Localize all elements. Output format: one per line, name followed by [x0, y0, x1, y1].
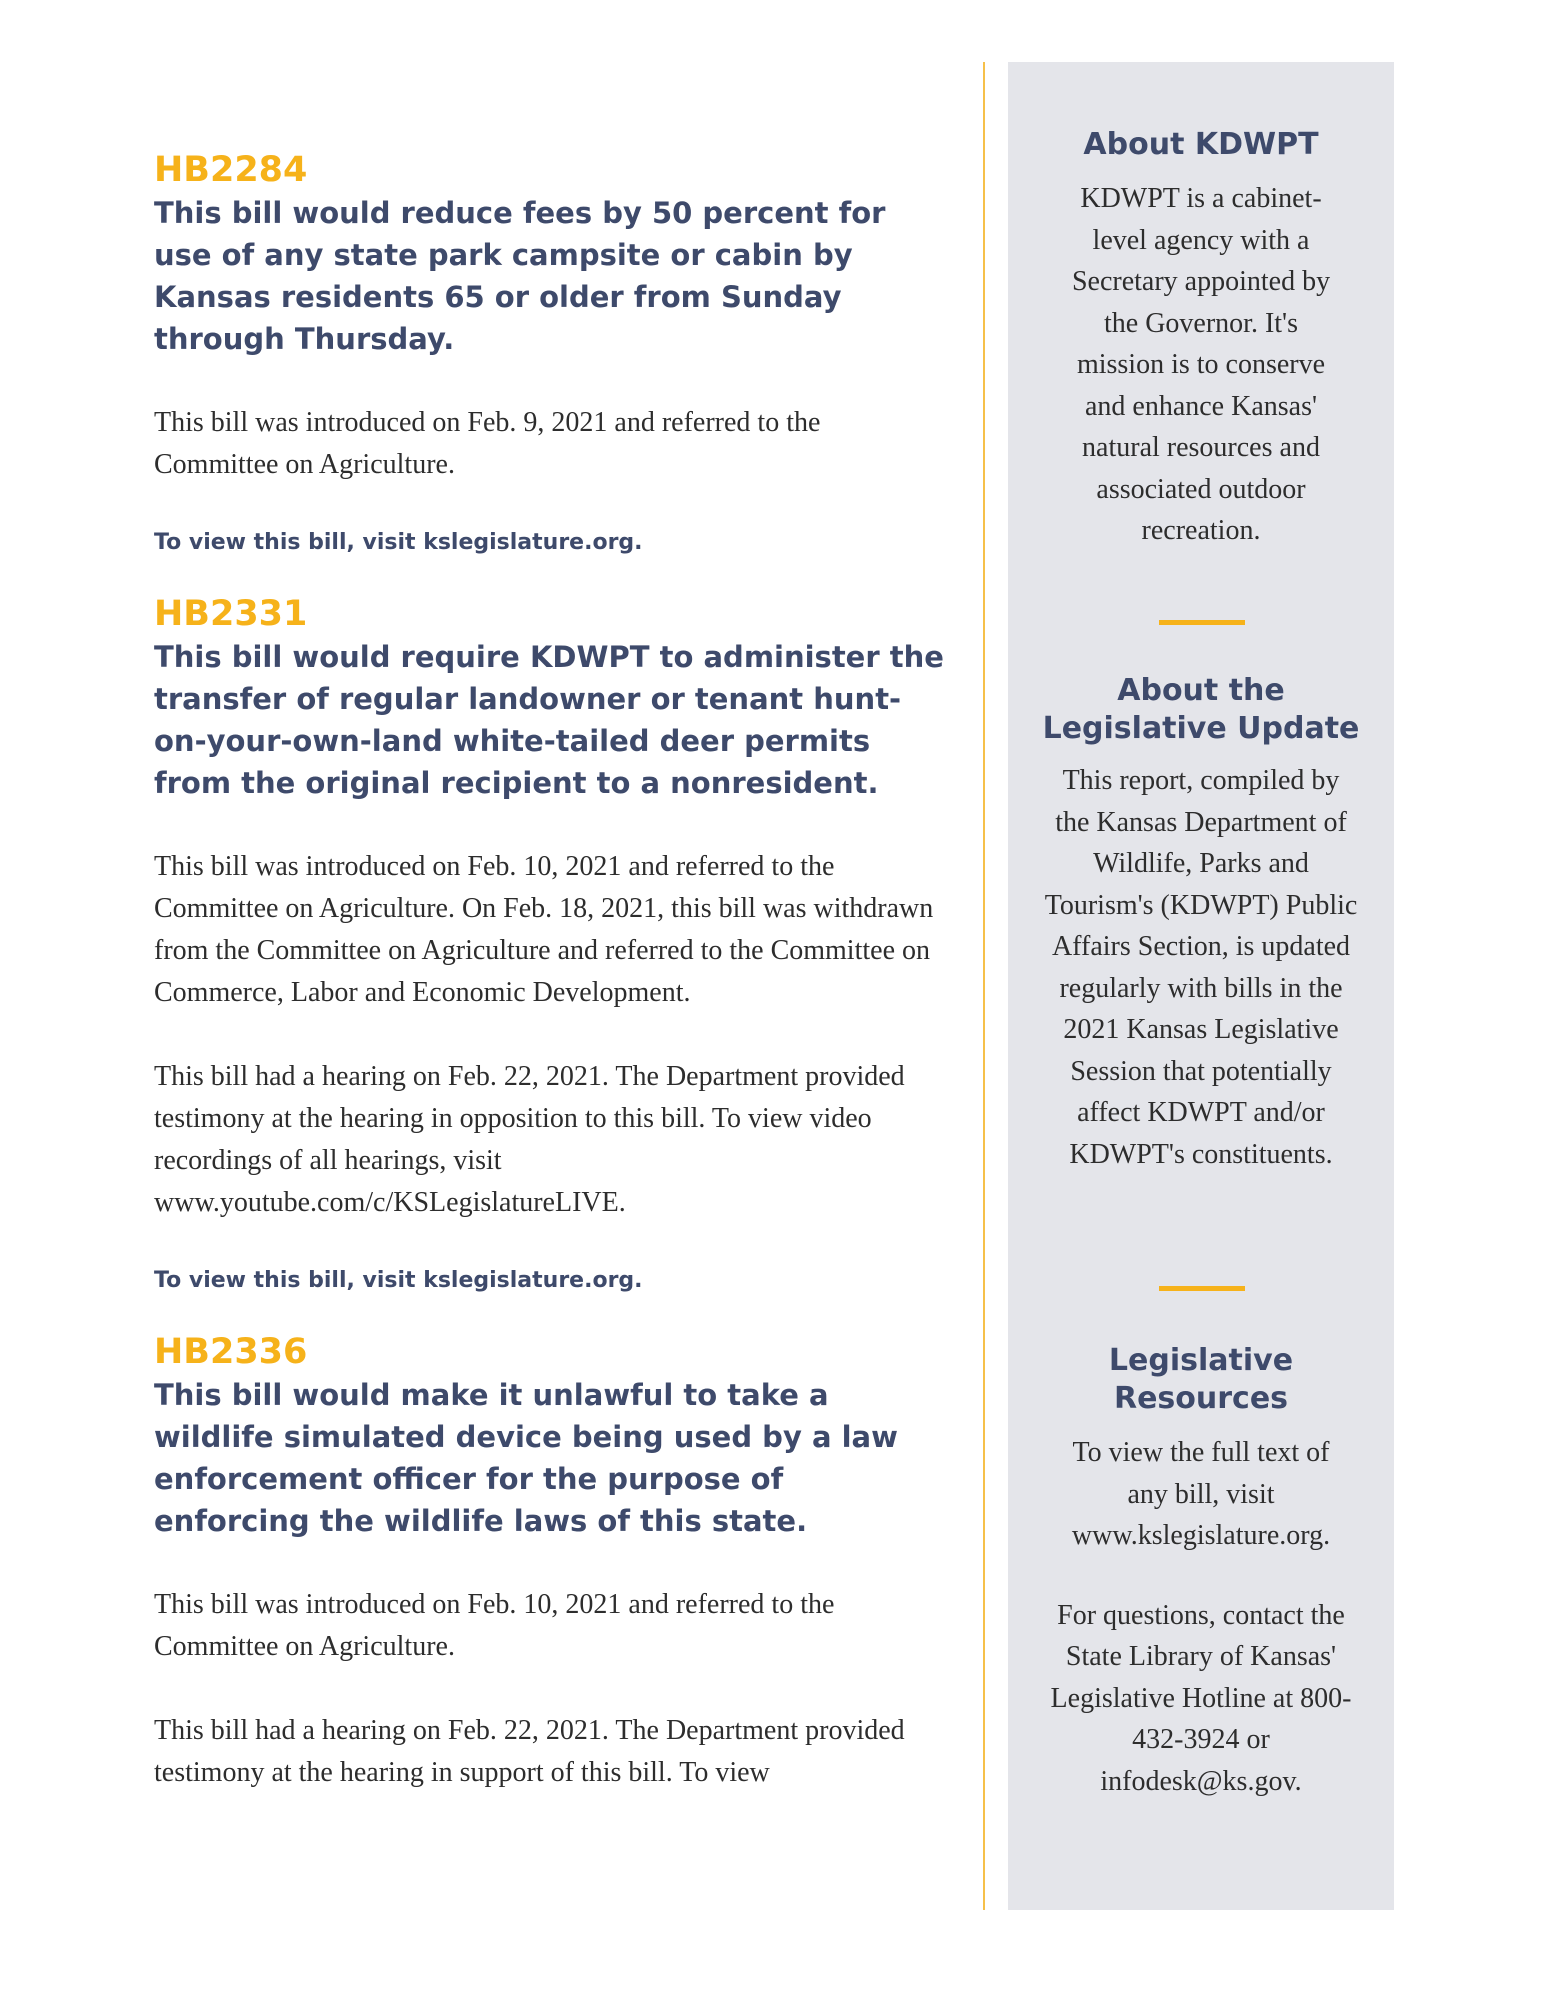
- resources-title-line2: Resources: [1113, 1381, 1289, 1416]
- bill-id: HB2336: [154, 1332, 308, 1372]
- section-divider: [1159, 620, 1245, 625]
- about-update-title-line1: About the: [1117, 673, 1285, 708]
- bill-summary: This bill would make it unlawful to take a wildlife simulated device being used by a law enforcement officer for the purpose of enforcing the wildlife laws of this state.: [154, 1378, 898, 1538]
- main-column: [154, 148, 954, 1836]
- bill-hearing-paragraph: This bill had a hearing on Feb. 22, 2021. The Department provided testimony at the hearing in opposition to this bill. To view video recordings of all hearings, visit www.youtube.com/c/KSLegislatureLIVE.: [154, 1061, 905, 1218]
- bill-status-paragraph: This bill was introduced on Feb. 9, 2021 and referred to the Committee on Agriculture.: [154, 407, 821, 480]
- bill-status-paragraph: This bill was introduced on Feb. 10, 2021 and referred to the Committee on Agriculture. On Feb. 18, 2021, this bill was withdrawn from the Committee on Agriculture and referred to the Committee on Commerce, Labor and Economic Development.: [154, 851, 934, 1008]
- bill-link-text: To view this bill, visit kslegislature.org.: [154, 530, 643, 555]
- about-update-text: This report, compiled by the Kansas Department of Wildlife, Parks and Tourism's (KDWPT) Public Affairs Section, is updated regularly with bills in the 2021 Kansas Legislative Session that potentially affect KDWPT and/or KDWPT's constituents.: [1044, 765, 1358, 1170]
- about-update-section: [1008, 672, 1394, 1175]
- about-kdwpt-text: KDWPT is a cabinet-level agency with a Secretary appointed by the Governor. It's mission is to conserve and enhance Kansas' natural resources and associated outdoor recreation.: [1071, 183, 1331, 546]
- resources-text-view: To view the full text of any bill, visit www.kslegislature.org.: [1071, 1437, 1331, 1551]
- bill-entry: [154, 148, 954, 558]
- bill-id: HB2284: [154, 150, 308, 190]
- resources-title-line1: Legislative: [1108, 1343, 1294, 1378]
- resources-section: [1008, 1342, 1394, 1802]
- column-divider: [983, 62, 985, 1910]
- bill-hearing-paragraph: This bill had a hearing on Feb. 22, 2021. The Department provided testimony at the hearing in support of this bill. To view: [154, 1715, 905, 1788]
- bill-entry: [154, 592, 954, 1296]
- bill-id: HB2331: [154, 594, 308, 634]
- bill-entry: [154, 1330, 954, 1794]
- bill-summary: This bill would require KDWPT to administer the transfer of regular landowner or tenant hunt-on-your-own-land white-tailed deer permits from the original recipient to a nonresident.: [154, 640, 944, 800]
- bill-status-paragraph: This bill was introduced on Feb. 10, 2021 and referred to the Committee on Agriculture.: [154, 1589, 835, 1662]
- about-kdwpt-section: [1008, 126, 1394, 552]
- resources-text-contact: For questions, contact the State Library of Kansas' Legislative Hotline at 800-432-3924 or infodesk@ks.gov.: [1050, 1599, 1352, 1797]
- sidebar: [1008, 62, 1394, 1910]
- section-divider: [1159, 1286, 1245, 1291]
- about-kdwpt-title: About KDWPT: [1083, 127, 1319, 162]
- about-update-title-line2: Legislative Update: [1042, 711, 1360, 746]
- bill-link-text: To view this bill, visit kslegislature.org.: [154, 1268, 643, 1293]
- bill-summary: This bill would reduce fees by 50 percent for use of any state park campsite or cabin by Kansas residents 65 or older from Sunday through Thursday.: [154, 196, 886, 356]
